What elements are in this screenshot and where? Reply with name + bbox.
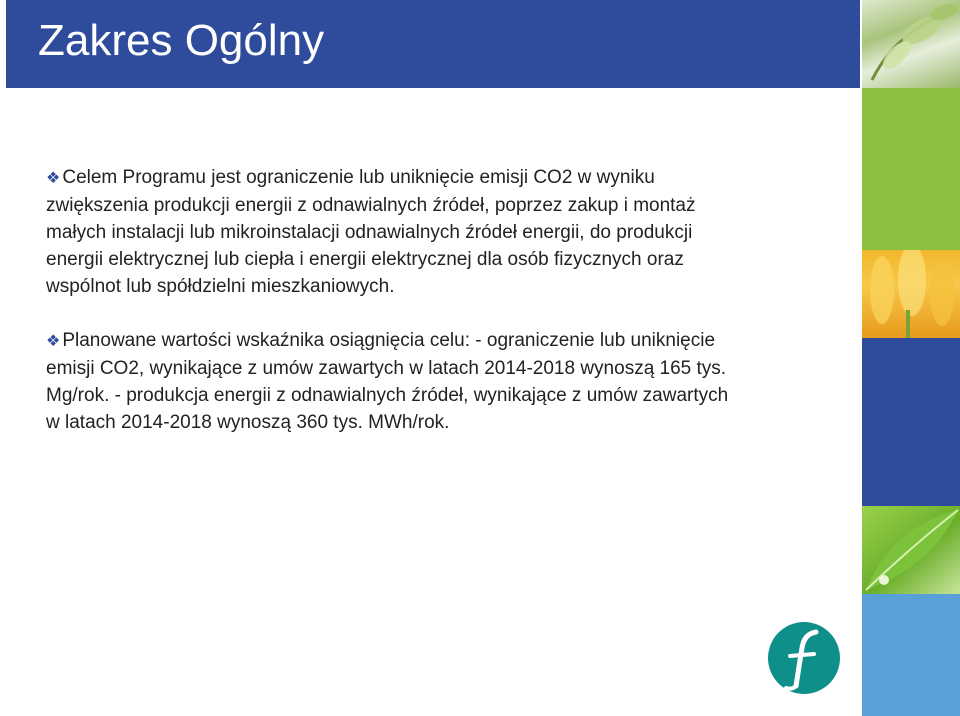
leaf-icon <box>862 0 960 88</box>
leaf-drop-icon <box>862 506 960 594</box>
flower-icon <box>862 250 960 338</box>
nfosigw-f-logo-icon <box>766 620 842 696</box>
flower-photo-panel <box>862 250 960 338</box>
paragraph-indicators <box>46 327 746 436</box>
slide-title: Zakres Ogólny <box>38 16 325 65</box>
diamond-bullet-icon: ❖ <box>46 333 61 350</box>
paragraph-goal-text: Celem Programu jest ograniczenie lub uniknięcie emisji CO2 w wyniku zwiększenia produkcji energii z odnawialnych źródeł, poprzez zakup i montaż małych instalacji lub mikroinstalacji odnawialnych źródeł energii, do produkcji energii elektrycznej lub ciepła i energii elektrycznej dla osób fizycznych oraz wspólnot lub spółdzielni mieszkaniowych. <box>46 167 696 297</box>
title-bar <box>6 0 860 88</box>
paragraph-indicators-text: Planowane wartości wskaźnika osiągnięcia celu: - ograniczenie lub uniknięcie emisji CO2, wynikające z umów zawartych w latach 2014-2018 wynoszą 165 tys. Mg/rok. - produkcja energii z odnawialnych źródeł, wynikające z umów zawartych w latach 2014-2018 wynoszą 360 tys. MWh/rok. <box>46 330 729 433</box>
diamond-bullet-icon: ❖ <box>46 170 61 187</box>
leaf-drop-photo-panel <box>862 506 960 594</box>
green-panel <box>862 88 960 250</box>
slide-content <box>46 164 746 436</box>
light-blue-panel <box>862 594 960 716</box>
blue-panel <box>862 338 960 506</box>
paragraph-goal <box>46 164 746 300</box>
decorative-sidebar <box>862 0 960 716</box>
leaf-photo-panel <box>862 0 960 88</box>
